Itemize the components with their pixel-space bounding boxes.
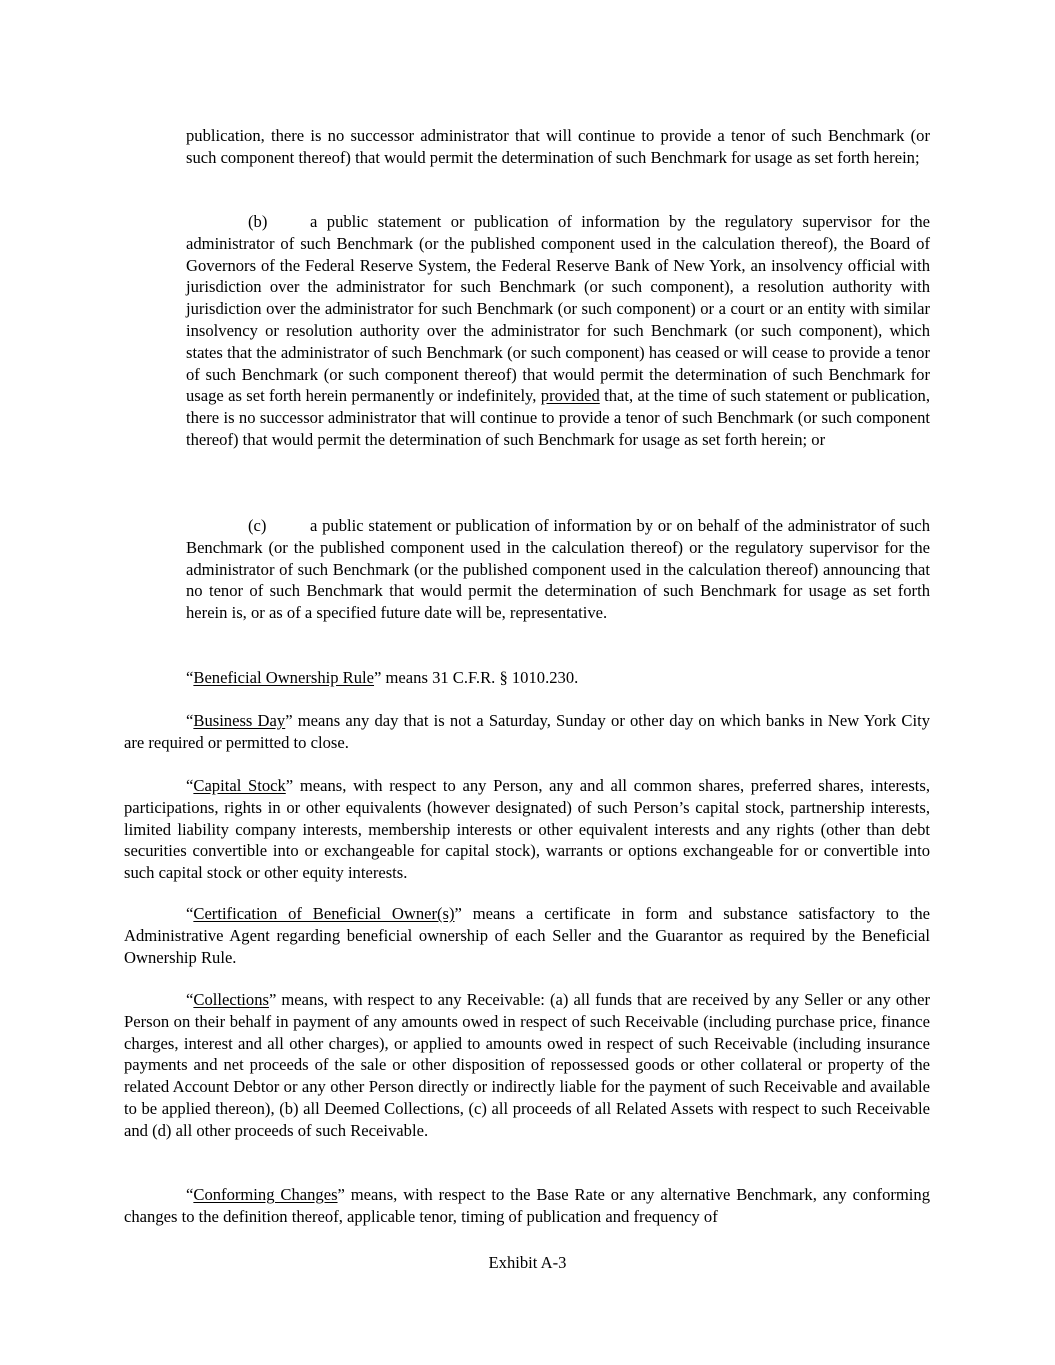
paragraph-text: publication, there is no successor administrator that will continue to provide a tenor of such Benchmark (or such component thereof) that would permit the determination of such Benchmark for usage as set forth herein; (186, 126, 930, 167)
paragraph-text: ” means, with respect to any Person, any and all common shares, preferred shares, interests, participations, rights in or other equivalents (however designated) of such Person’s capital stock, partnership interests, limited liability company interests, membership interests or other equivalent interests and any rights (other than debt securities convertible into or exchangeable for capital stock), warrants or options exchangeable for or convertible into such capital stock or other equity interests. (124, 776, 931, 883)
definition-conforming-changes (124, 1184, 930, 1228)
definition-business-day (124, 710, 930, 754)
paragraph-clause-c (186, 515, 930, 624)
defined-term: Conforming Changes (193, 1185, 338, 1204)
paragraph-clause-b (186, 211, 930, 451)
definition-beneficial-ownership-rule (124, 667, 930, 689)
quote-mark: “ (186, 776, 194, 795)
defined-term: Collections (193, 990, 269, 1009)
quote-mark: “ (186, 990, 194, 1009)
clause-label: (c) (248, 516, 267, 535)
defined-term: provided (540, 386, 600, 406)
definition-capital-stock (124, 775, 930, 884)
quote-mark: “ (186, 1185, 194, 1204)
paragraph-benchmark-continuation (186, 125, 930, 169)
paragraph-text: ” means a certificate in form and substance satisfactory to the Administrative Agent regarding beneficial ownership of each Seller and the Guarantor as required by the Beneficial Ownership Rule. (124, 904, 930, 967)
defined-term: Business Day (193, 711, 286, 730)
definition-certification-beneficial-owner (124, 903, 930, 968)
paragraph-text: ” means, with respect to the Base Rate or any alternative Benchmark, any conforming changes to the definition thereof, applicable tenor, timing of publication and frequency of (124, 1185, 931, 1226)
quote-mark: “ (186, 668, 194, 687)
defined-term: Capital Stock (193, 776, 286, 795)
paragraph-text: ” means 31 C.F.R. § 1010.230. (374, 668, 579, 687)
paragraph-text: a public statement or publication of information by the regulatory supervisor for the administrator of such Benchmark (or the published component used in the calculation thereof), the Board of Governors of the Federal Reserve System, the Federal Reserve Bank of New York, an insolvency official with jurisdiction over the administrator for such Benchmark (or such component), a resolution authority with jurisdiction over the administrator for such Benchmark (or such component) or a court or an entity with similar insolvency or resolution authority over the administrator for such Benchmark (or such component), which states that the administrator of such Benchmark (or such component) has ceased or will cease to provide a tenor of such Benchmark (or such component thereof) that would permit the determination of such Benchmark for usage as set forth herein permanently or indefinitely, (186, 212, 930, 406)
quote-mark: “ (186, 711, 194, 730)
paragraph-text: ” means, with respect to any Receivable: (a) all funds that are received by any Seller or any other Person on their behalf in payment of any amounts owed in respect of such Receivable (including purchase price, finance charges, interest and all other charges), or applied to amounts owed in respect of such Receivable (including insurance payments and net proceeds of the sale or other disposition of repossessed goods or other collateral or property of the related Account Debtor or any other Person directly or indirectly liable for the payment of such Receivable and available to be applied thereon), (b) all Deemed Collections, (c) all proceeds of all Related Assets with respect to such Receivable and (d) all other proceeds of such Receivable. (124, 990, 930, 1140)
defined-term: Beneficial Ownership Rule (193, 668, 375, 687)
quote-mark: “ (186, 904, 194, 923)
page-footer: Exhibit A-3 (488, 1253, 567, 1272)
paragraph-text: that, at the time of such statement or publication, there is no successor administrator that will continue to provide a tenor of such Benchmark (or such component thereof) that would permit the determination of such Benchmark for usage as set forth herein; or (186, 386, 931, 449)
paragraph-text: ” means any day that is not a Saturday, Sunday or other day on which banks in New York City are required or permitted to close. (124, 711, 930, 752)
definition-collections (124, 989, 930, 1142)
defined-term: Certification of Beneficial Owner(s) (193, 904, 455, 923)
paragraph-text: a public statement or publication of information by or on behalf of the administrator of such Benchmark (or the published component used in the calculation thereof) or the regulatory supervisor for the administrator of such Benchmark (or the published component used in the calculation thereof) announcing that no tenor of such Benchmark that would permit the determination of such Benchmark for usage as set forth herein is, or as of a specified future date will be, representative. (186, 516, 930, 623)
clause-label: (b) (248, 212, 268, 231)
